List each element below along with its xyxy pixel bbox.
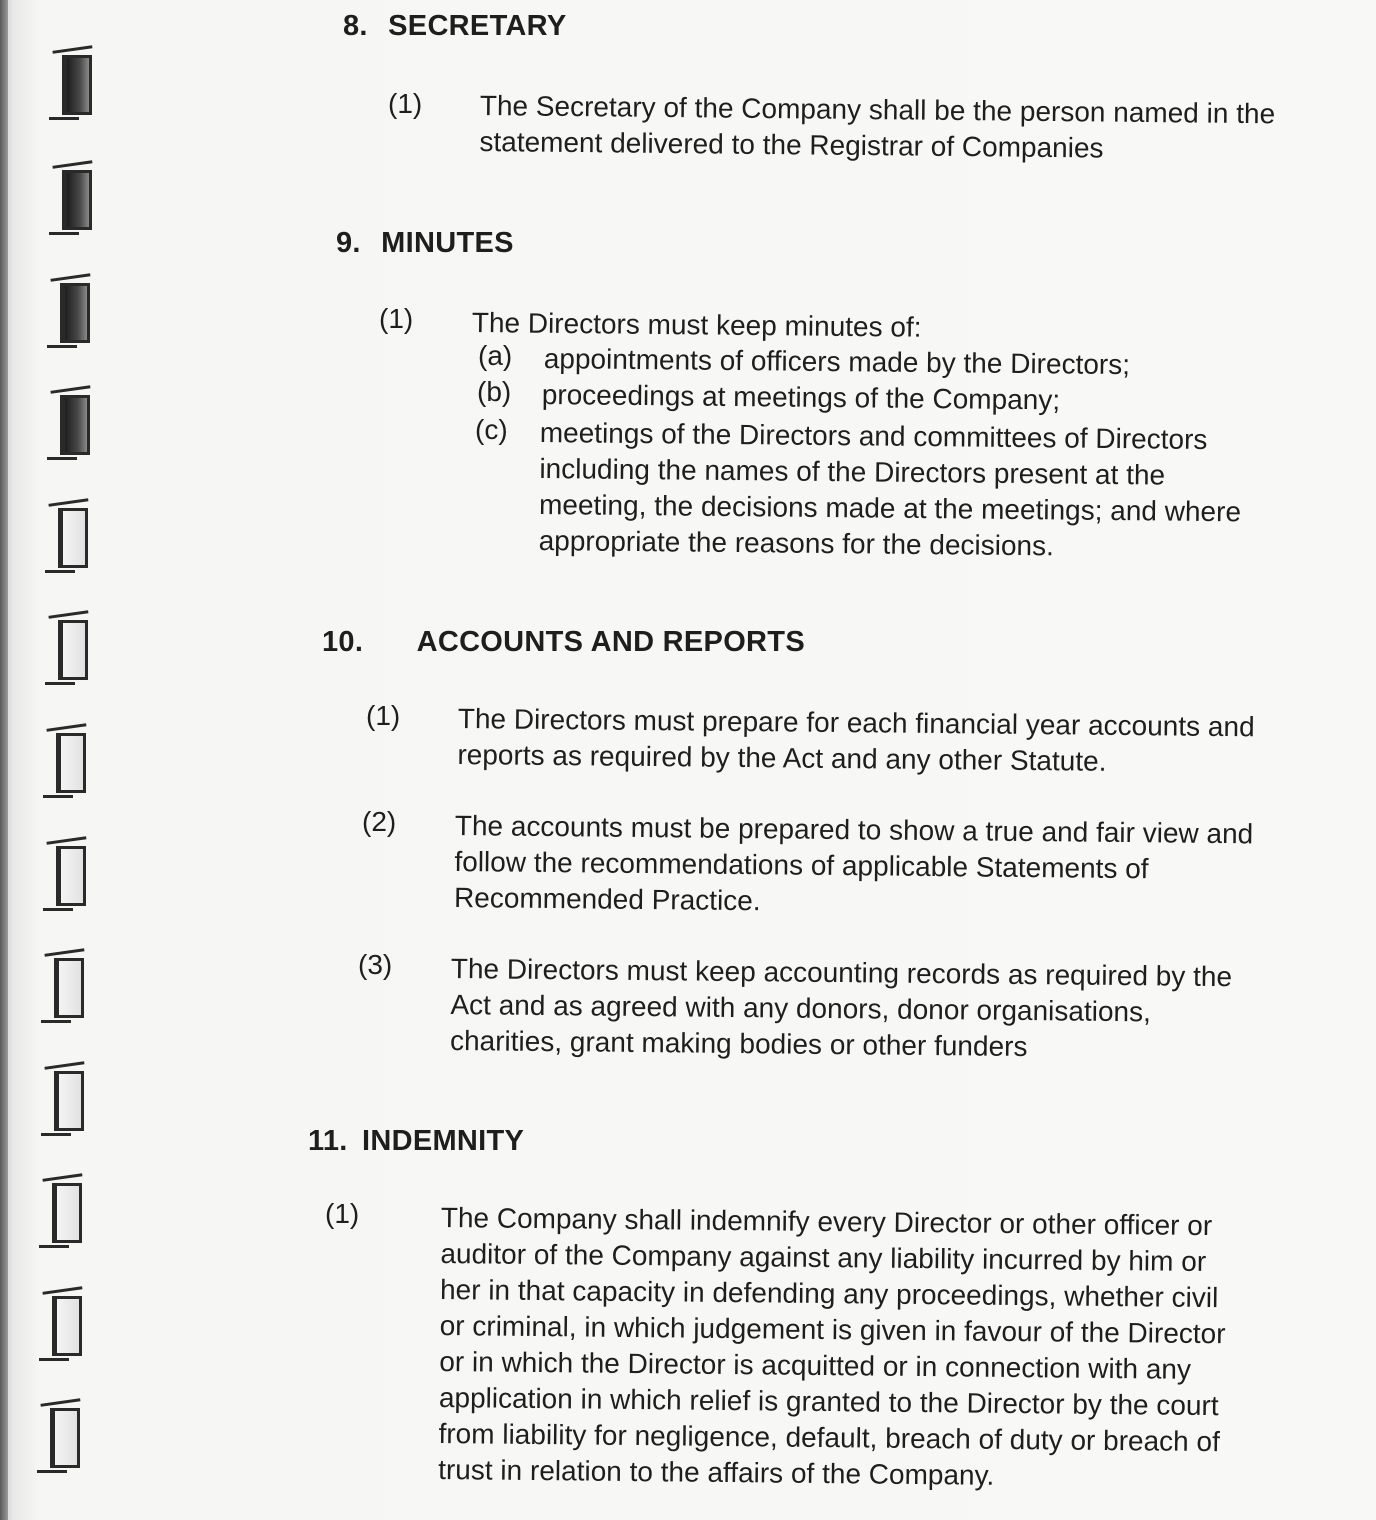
item-marker: (c)	[475, 414, 508, 445]
section-number: 10.	[322, 626, 364, 658]
binding-ring	[54, 958, 84, 1018]
clause-line: The Directors must keep accounting records as required by the	[450, 952, 1233, 993]
clause-line: auditor of the Company against any liability incurred by him or	[440, 1237, 1207, 1278]
clause-marker: (1)	[379, 303, 414, 334]
item-line: proceedings at meetings of the Company;	[541, 378, 1061, 416]
section-title: MINUTES	[381, 227, 514, 259]
clause-line: trust in relation to the affairs of the Company.	[438, 1453, 995, 1491]
section-heading-minutes	[336, 227, 514, 260]
binding-ring	[60, 395, 90, 455]
clause-marker: (2)	[362, 806, 397, 837]
binding-spine	[0, 0, 8, 1520]
clause-text	[472, 305, 922, 346]
clause-line: The Company shall indemnify every Director or other officer or	[440, 1201, 1213, 1242]
section-heading-indemnity	[308, 1125, 524, 1158]
clause-text	[457, 701, 1255, 781]
item-line: including the names of the Directors present at the	[539, 452, 1166, 491]
clause-line: The accounts must be prepared to show a true and fair view and	[454, 809, 1254, 850]
binding-ring	[62, 55, 92, 115]
section-number: 9.	[336, 227, 361, 259]
clause-marker: (1)	[366, 700, 401, 731]
binding-ring	[56, 846, 86, 906]
section-heading-secretary	[343, 10, 567, 43]
clause-line: charities, grant making bodies or other funders	[449, 1024, 1028, 1063]
clause-marker: (3)	[358, 949, 393, 980]
clause-line: follow the recommendations of applicable Statements of	[454, 845, 1149, 885]
clause-line: The Directors must prepare for each financial year accounts and	[457, 702, 1255, 743]
clause-line: from liability for negligence, default, breach of duty or breach of	[438, 1417, 1221, 1458]
item-line: meeting, the decisions made at the meetings; and where	[538, 488, 1242, 528]
binding-ring	[60, 283, 90, 343]
binding-ring	[50, 1408, 80, 1468]
section-heading-accounts-and-reports	[322, 626, 805, 659]
clause-line: or in which the Director is acquitted or in connection with any	[439, 1345, 1192, 1385]
clause-line: statement delivered to the Registrar of Companies	[479, 125, 1104, 164]
item-line: appointments of officers made by the Directors;	[543, 342, 1131, 381]
section-title: INDEMNITY	[361, 1125, 525, 1157]
clause-marker: (1)	[325, 1198, 360, 1229]
clause-text	[479, 88, 1275, 168]
item-marker: (b)	[477, 376, 512, 407]
clause-line: reports as required by the Act and any other Statute.	[457, 738, 1107, 777]
item-text	[542, 377, 1061, 418]
clause-line: or criminal, in which judgement is given in favour of the Director	[439, 1309, 1226, 1350]
section-title: ACCOUNTS AND REPORTS	[416, 626, 805, 658]
clause-line: Act and as agreed with any donors, donor organisations,	[450, 988, 1152, 1028]
clause-line: The Secretary of the Company shall be the person named in the	[479, 89, 1276, 130]
clause-text	[454, 808, 1254, 924]
binding-ring	[62, 170, 92, 230]
clause-line: application in which relief is granted to the Director by the court	[438, 1381, 1219, 1422]
clause-text	[438, 1200, 1227, 1496]
clause-marker: (1)	[388, 88, 423, 119]
binding-ring	[52, 1183, 82, 1243]
item-line: meetings of the Directors and committees of Directors	[539, 416, 1208, 455]
comb-binding	[0, 0, 120, 1520]
item-line: appropriate the reasons for the decisions.	[538, 524, 1055, 562]
binding-ring	[58, 620, 88, 680]
binding-ring	[54, 1071, 84, 1131]
section-number: 8.	[343, 10, 368, 42]
clause-text	[450, 951, 1232, 1067]
clause-intro: The Directors must keep minutes of:	[471, 306, 922, 343]
binding-ring	[58, 508, 88, 568]
section-title: SECRETARY	[388, 10, 567, 42]
binding-ring	[56, 733, 86, 793]
binding-ring	[52, 1296, 82, 1356]
item-text	[538, 415, 1241, 566]
item-marker: (a)	[478, 340, 513, 371]
item-text	[544, 341, 1131, 383]
clause-line: Recommended Practice.	[453, 881, 761, 917]
section-number: 11.	[308, 1125, 348, 1157]
clause-line: her in that capacity in defending any proceedings, whether civil	[439, 1273, 1219, 1314]
